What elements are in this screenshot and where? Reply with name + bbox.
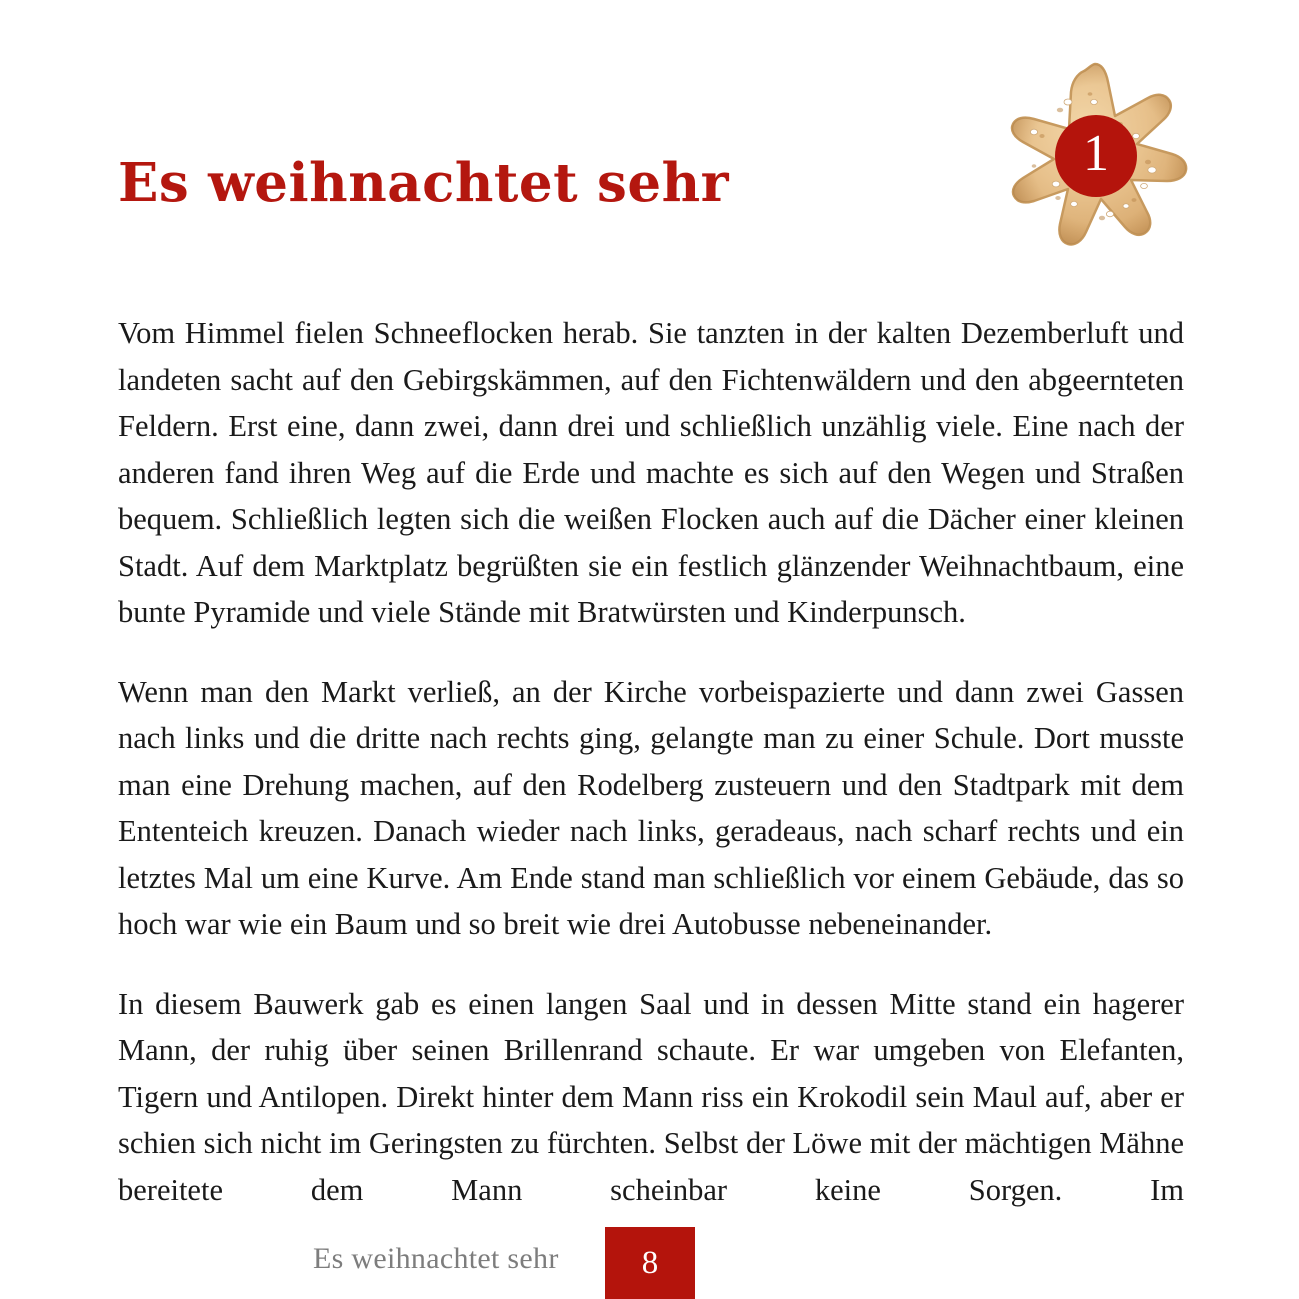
paragraph-2: Wenn man den Markt verließ, an der Kirche vorbeispazierte und dann zwei Gassen nach links und die dritte nach rechts ging, gelangte man zu einer Schule. Dort musste man eine Drehung machen, auf den Rodelberg zusteuern und den Stadtpark mit dem Ententeich kreuzen. Danach wieder nach links, geradeaus, nach scharf rechts und ein letztes Mal um eine Kurve. Am Ende stand man schließlich vor einem Gebäude, das so hoch war wie ein Baum und so breit wie drei Autobusse nebeneinander. [118,674,1184,941]
body-text [118,310,1184,1213]
paragraph-3: In diesem Bauwerk gab es einen langen Saal und in dessen Mitte stand ein hagerer Mann, der ruhig über seinen Brillenrand schaute. Er war umgeben von Elefanten, Tigern und Antilopen. Direkt hinter dem Mann riss ein Krokodil sein Maul auf, aber er schien sich nicht im Geringsten zu fürchten. Selbst der Löwe mit der mächtigen Mähne bereitete dem Mann scheinbar keine Sorgen. Im [118,986,1184,1207]
running-head: Es weihnachtet sehr [313,1242,559,1275]
page-number: 8 [641,1244,659,1281]
page-number-box [605,1227,695,1299]
paragraph-1: Vom Himmel fielen Schneeflocken herab. Sie tanzten in der kalten Dezemberluft und landeten sacht auf den Gebirgskämmen, auf den Fichtenwäldern und den abgeernteten Feldern. Erst eine, dann zwei, dann drei und schließlich unzählig viele. Eine nach der anderen fand ihren Weg auf die Erde und machte es sich auf den Wegen und Straßen bequem. Schließlich legten sich die weißen Flocken auch auf die Dächer einer kleinen Stadt. Auf dem Marktplatz begrüßten sie ein festlich glänzender Weihnachtbaum, eine bunte Pyramide und viele Stände mit Bratwürsten und Kinderpunsch. [118,316,1184,629]
chapter-number: 1 [1083,125,1109,182]
star-cookie-icon [998,58,1192,252]
chapter-number-badge [1055,115,1137,197]
page-title: Es weihnachtet sehr [118,151,730,214]
page-footer [0,1215,1299,1299]
